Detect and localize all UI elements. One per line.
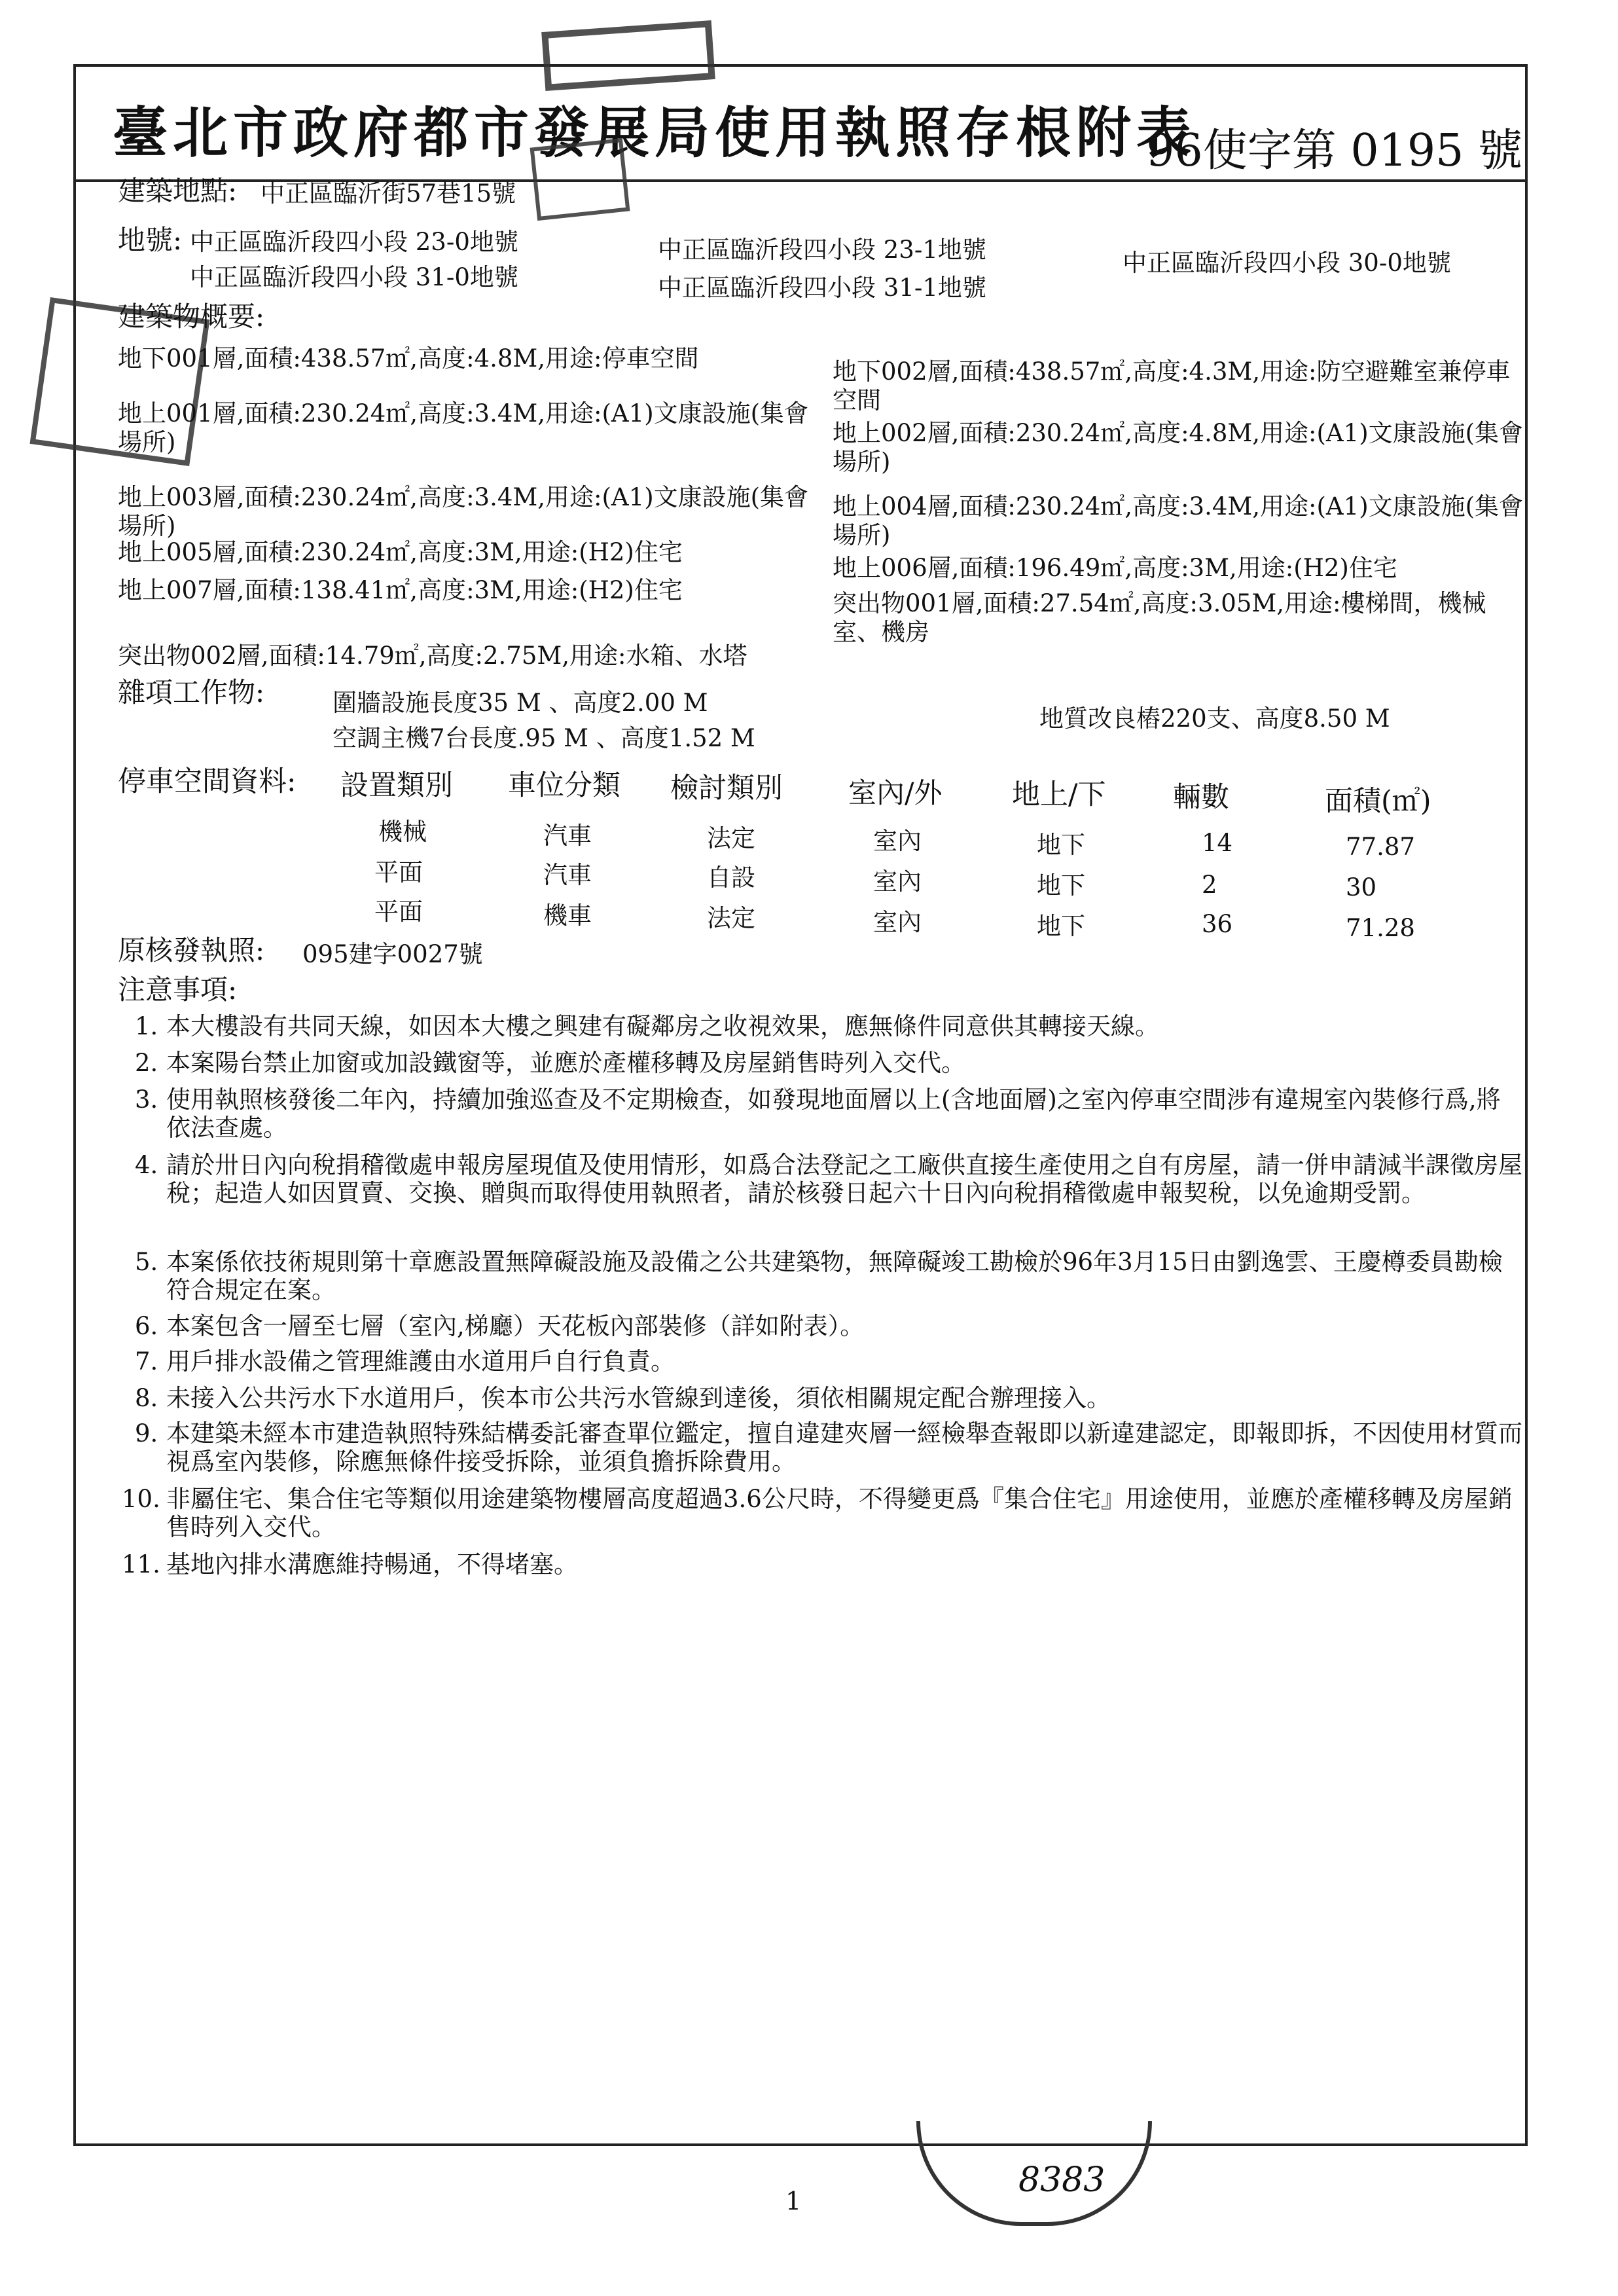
parking-cell: 室內 — [873, 827, 922, 855]
parking-cell: 自設 — [707, 864, 755, 892]
parking-cell: 室內 — [873, 908, 922, 936]
parking-header: 設置類別 — [340, 769, 453, 802]
parking-header: 輛數 — [1173, 781, 1229, 814]
floor-entry: 地上002層,面積:230.24㎡,高度:4.8M,用途:(A1)文康設施(集會場所) — [833, 419, 1524, 476]
parking-cell: 汽車 — [543, 822, 592, 850]
parking-header: 室內/外 — [848, 777, 943, 810]
page-title: 臺北市政府都市發展局使用執照存根附表 — [113, 100, 1197, 165]
floor-entry: 突出物002層,面積:14.79㎡,高度:2.75M,用途:水箱、水塔 — [118, 642, 747, 670]
parking-header: 檢討類別 — [670, 772, 783, 805]
misc-item: 圍牆設施長度35 M 、高度2.00 M — [333, 689, 708, 717]
lot-item: 中正區臨沂段四小段 30-0地號 — [1123, 249, 1451, 277]
parking-header: 地上/下 — [1012, 778, 1106, 811]
parking-cell: 汽車 — [543, 861, 592, 889]
parking-cell: 14 — [1202, 829, 1233, 857]
seal-stamp — [916, 2121, 1152, 2226]
floor-entry: 地上006層,面積:196.49㎡,高度:3M,用途:(H2)住宅 — [833, 554, 1397, 582]
note-item: 1. 本大樓設有共同天線，如因本大樓之興建有礙鄰房之收視效果，應無條件同意供其轉接天線。 — [135, 1012, 1159, 1040]
floor-entry: 突出物001層,面積:27.54㎡,高度:3.05M,用途:樓梯間，機械室、機房 — [833, 589, 1486, 646]
lot-item: 中正區臨沂段四小段 31-0地號 — [190, 263, 518, 291]
note-item: 7. 用戶排水設備之管理維護由水道用戶自行負責。 — [135, 1347, 675, 1376]
seal-number: 8383 — [1018, 2160, 1106, 2200]
original-permit-value: 095建字0027號 — [302, 940, 483, 968]
floor-entry: 地上003層,面積:230.24㎡,高度:3.4M,用途:(A1)文康設施(集會場所) — [118, 483, 809, 540]
parking-cell: 36 — [1202, 910, 1233, 938]
parking-cell: 2 — [1202, 871, 1217, 899]
parking-cell: 法定 — [707, 904, 755, 932]
location-label: 建築地點: — [118, 175, 238, 207]
parking-cell: 30 — [1346, 873, 1377, 902]
parking-cell: 機械 — [378, 818, 427, 846]
page-number: 1 — [785, 2187, 802, 2215]
lots-label: 地號: — [118, 224, 183, 256]
permit-number: 96使字第 0195 號 — [1146, 125, 1522, 177]
note-item: 9. 本建築未經本市建造執照特殊結構委託審查單位鑑定，擅自違建夾層一經檢舉查報即以新違建認定，即報即拆，不因使用材質而視爲室內裝修，除應無條件接受拆除，並須負擔拆除費用。 — [135, 1419, 1522, 1476]
location-value: 中正區臨沂街57巷15號 — [261, 179, 516, 208]
official-stamp — [541, 20, 715, 91]
parking-header: 車位分類 — [508, 769, 620, 802]
title-bar — [73, 64, 1528, 182]
parking-cell: 地下 — [1037, 871, 1085, 900]
parking-cell: 地下 — [1037, 912, 1085, 940]
floor-entry: 地下002層,面積:438.57㎡,高度:4.3M,用途:防空避難室兼停車空間 — [833, 357, 1511, 414]
parking-cell: 法定 — [707, 824, 755, 852]
parking-cell: 室內 — [873, 867, 922, 896]
parking-cell: 機車 — [543, 902, 592, 930]
note-item: 6. 本案包含一層至七層（室內,梯廳）天花板內部裝修（詳如附表）。 — [135, 1312, 865, 1340]
note-item: 2. 本案陽台禁止加窗或加設鐵窗等，並應於產權移轉及房屋銷售時列入交代。 — [135, 1049, 965, 1077]
misc-item: 空調主機7台長度.95 M 、高度1.52 M — [333, 724, 755, 752]
lot-item: 中正區臨沂段四小段 23-1地號 — [658, 236, 986, 264]
notes-label: 注意事項: — [118, 974, 238, 1006]
parking-cell: 平面 — [374, 858, 423, 886]
misc-works-label: 雜項工作物: — [118, 676, 265, 708]
parking-header: 面積(㎡) — [1325, 785, 1431, 818]
lot-item: 中正區臨沂段四小段 31-1地號 — [658, 274, 986, 302]
parking-cell: 平面 — [374, 898, 423, 926]
note-item: 3. 使用執照核發後二年內，持續加強巡查及不定期檢查，如發現地面層以上(含地面層)之室內停車空間涉有違規室內裝修行爲,將依法查處。 — [135, 1085, 1501, 1142]
floor-entry: 地上004層,面積:230.24㎡,高度:3.4M,用途:(A1)文康設施(集會場所) — [833, 492, 1524, 549]
original-permit-label: 原核發執照: — [118, 934, 265, 966]
floor-entry: 地下001層,面積:438.57㎡,高度:4.8M,用途:停車空間 — [118, 344, 699, 373]
note-item: 5. 本案係依技術規則第十章應設置無障礙設施及設備之公共建築物，無障礙竣工勘檢於96年3月15日由劉逸雲、王慶樽委員勘檢符合規定在案。 — [135, 1248, 1503, 1304]
parking-cell: 地下 — [1037, 831, 1085, 859]
floor-entry: 地上001層,面積:230.24㎡,高度:3.4M,用途:(A1)文康設施(集會場所) — [118, 399, 809, 456]
note-item: 8. 未接入公共污水下水道用戶，俟本市公共污水管線到達後，須依相關規定配合辦理接入。 — [135, 1384, 1111, 1412]
note-item: 10. 非屬住宅、集合住宅等類似用途建築物樓層高度超過3.6公尺時，不得變更爲『集合住宅』用途使用，並應於產權移轉及房屋銷售時列入交代。 — [122, 1485, 1513, 1541]
lot-item: 中正區臨沂段四小段 23-0地號 — [190, 228, 518, 256]
building-summary-label: 建築物概要: — [118, 301, 265, 333]
floor-entry: 地上007層,面積:138.41㎡,高度:3M,用途:(H2)住宅 — [118, 576, 683, 604]
official-stamp — [530, 138, 630, 221]
parking-cell: 71.28 — [1346, 914, 1415, 942]
floor-entry: 地上005層,面積:230.24㎡,高度:3M,用途:(H2)住宅 — [118, 538, 683, 566]
note-item: 4. 請於卅日內向稅捐稽徵處申報房屋現值及使用情形，如爲合法登記之工廠供直接生產使用之自有房屋，請一併申請減半課徵房屋稅；起造人如因買賣、交換、贈與而取得使用執照者，請於核發日起六十日內向稅捐稽徵處申報契稅，以免逾期受罰。 — [135, 1151, 1522, 1207]
misc-item: 地質改良樁220支、高度8.50 M — [1039, 704, 1390, 733]
note-item: 11. 基地內排水溝應維持暢通，不得堵塞。 — [122, 1550, 578, 1578]
parking-cell: 77.87 — [1346, 833, 1415, 861]
parking-label: 停車空間資料: — [118, 765, 297, 798]
